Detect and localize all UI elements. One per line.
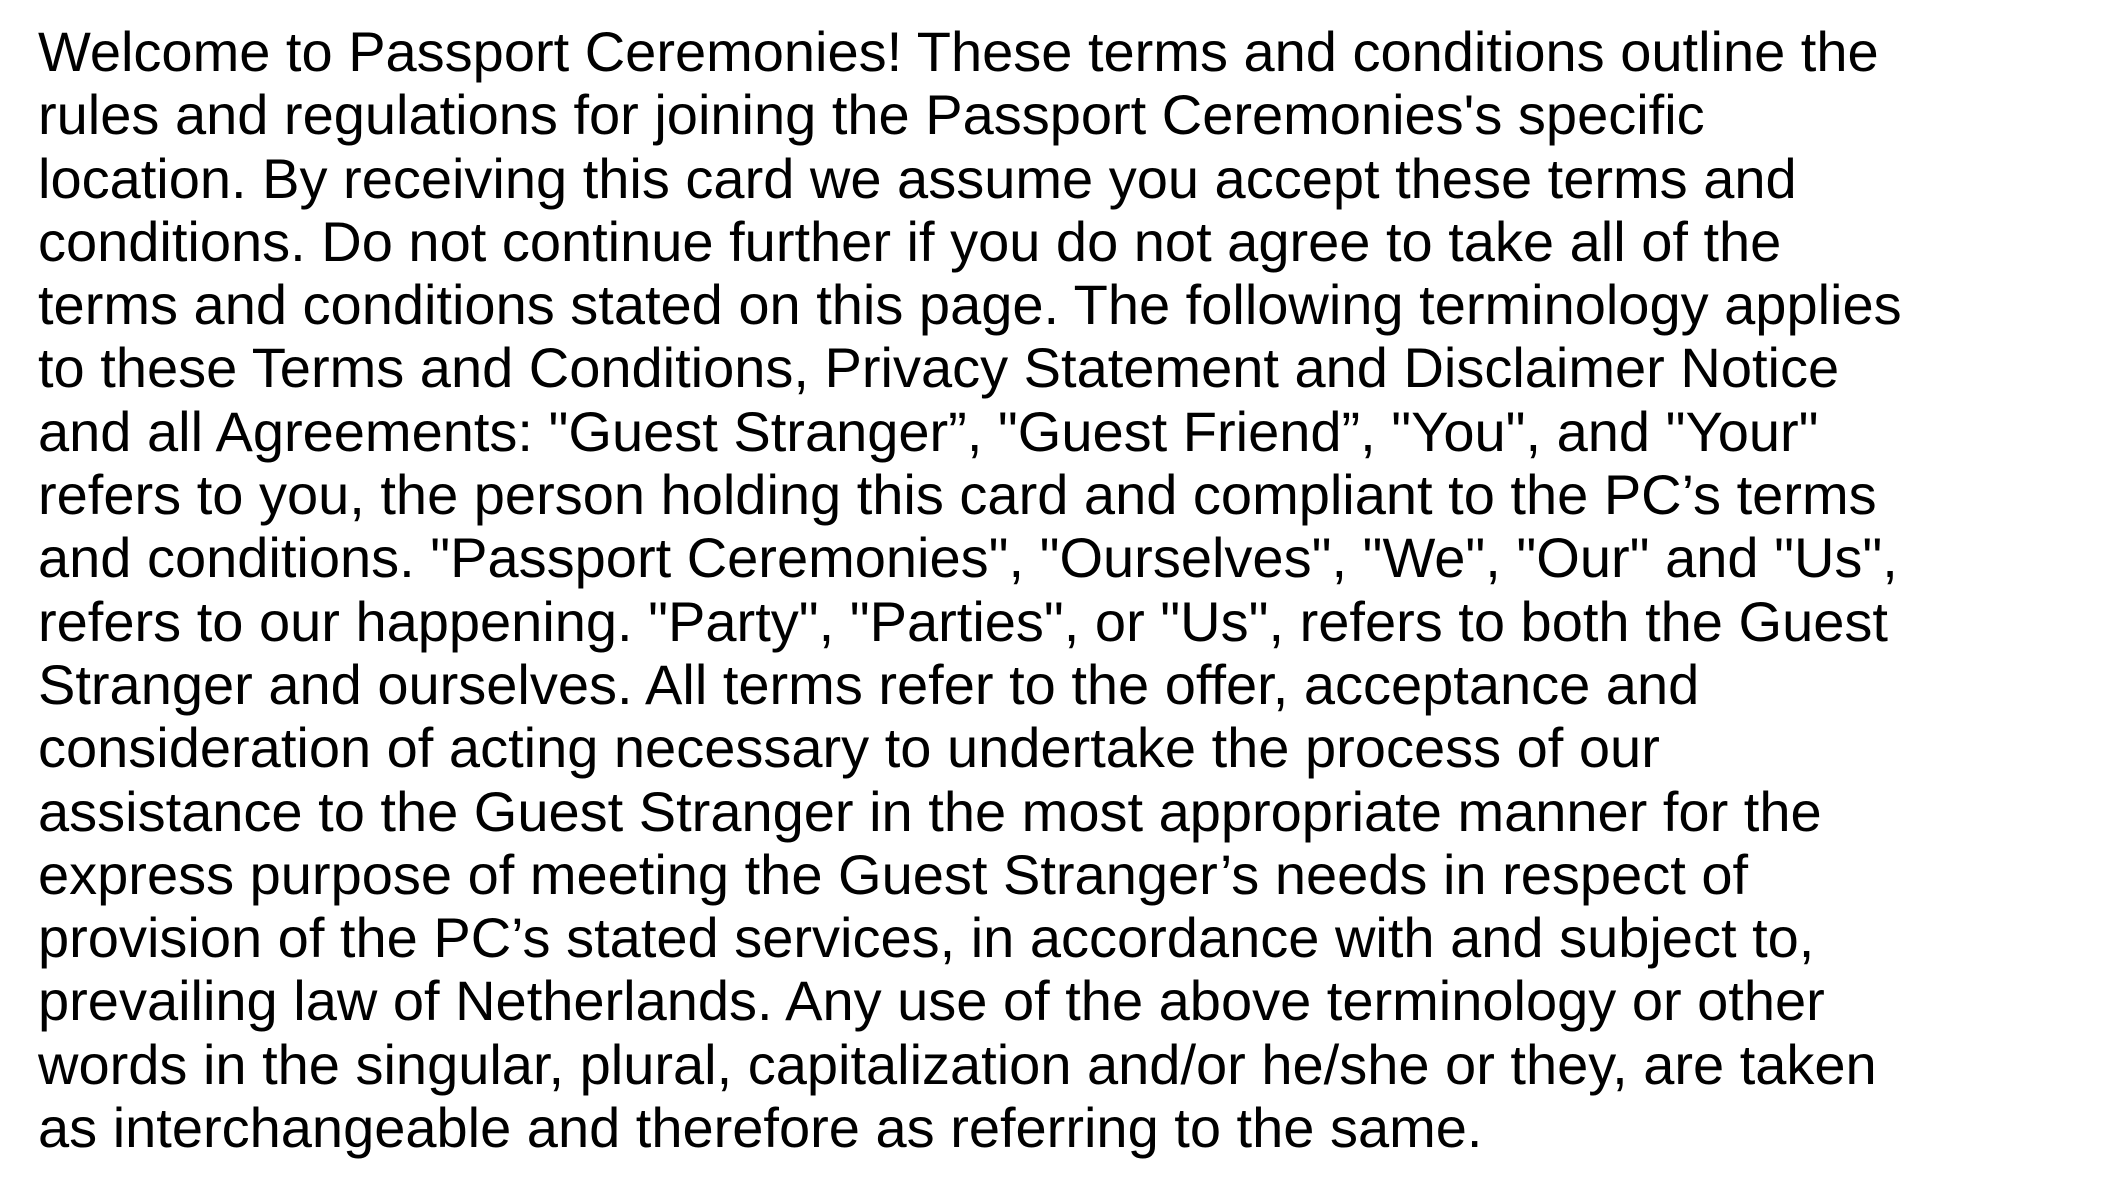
- terms-line: terms and conditions stated on this page. The following terminology applies: [38, 273, 1902, 337]
- terms-line: and all Agreements: "Guest Stranger”, "Guest Friend”, "You", and "Your": [38, 399, 1819, 463]
- terms-line: as interchangeable and therefore as referring to the same.: [38, 1096, 1483, 1160]
- terms-line: conditions. Do not continue further if you do not agree to take all of the: [38, 209, 1782, 273]
- terms-line: provision of the PC’s stated services, in accordance with and subject to,: [38, 906, 1815, 970]
- terms-line: rules and regulations for joining the Passport Ceremonies's specific: [38, 83, 1705, 147]
- terms-line: refers to you, the person holding this card and compliant to the PC’s terms: [38, 463, 1877, 527]
- terms-line: Stranger and ourselves. All terms refer to the offer, acceptance and: [38, 652, 1700, 716]
- terms-line: refers to our happening. "Party", "Parties", or "Us", refers to both the Guest: [38, 589, 1888, 653]
- terms-line: assistance to the Guest Stranger in the most appropriate manner for the: [38, 779, 1822, 843]
- terms-and-conditions-text: [38, 20, 2078, 1159]
- terms-line: express purpose of meeting the Guest Stranger’s needs in respect of: [38, 842, 1749, 906]
- terms-line: to these Terms and Conditions, Privacy Statement and Disclaimer Notice: [38, 336, 1840, 400]
- terms-line: words in the singular, plural, capitalization and/or he/she or they, are taken: [38, 1032, 1877, 1096]
- terms-line: Welcome to Passport Ceremonies! These terms and conditions outline the: [38, 20, 1879, 83]
- terms-line: prevailing law of Netherlands. Any use of the above terminology or other: [38, 969, 1825, 1033]
- terms-line: and conditions. "Passport Ceremonies", "Ourselves", "We", "Our" and "Us",: [38, 526, 1898, 590]
- terms-line: location. By receiving this card we assume you accept these terms and: [38, 146, 1797, 210]
- terms-line: consideration of acting necessary to undertake the process of our: [38, 716, 1660, 780]
